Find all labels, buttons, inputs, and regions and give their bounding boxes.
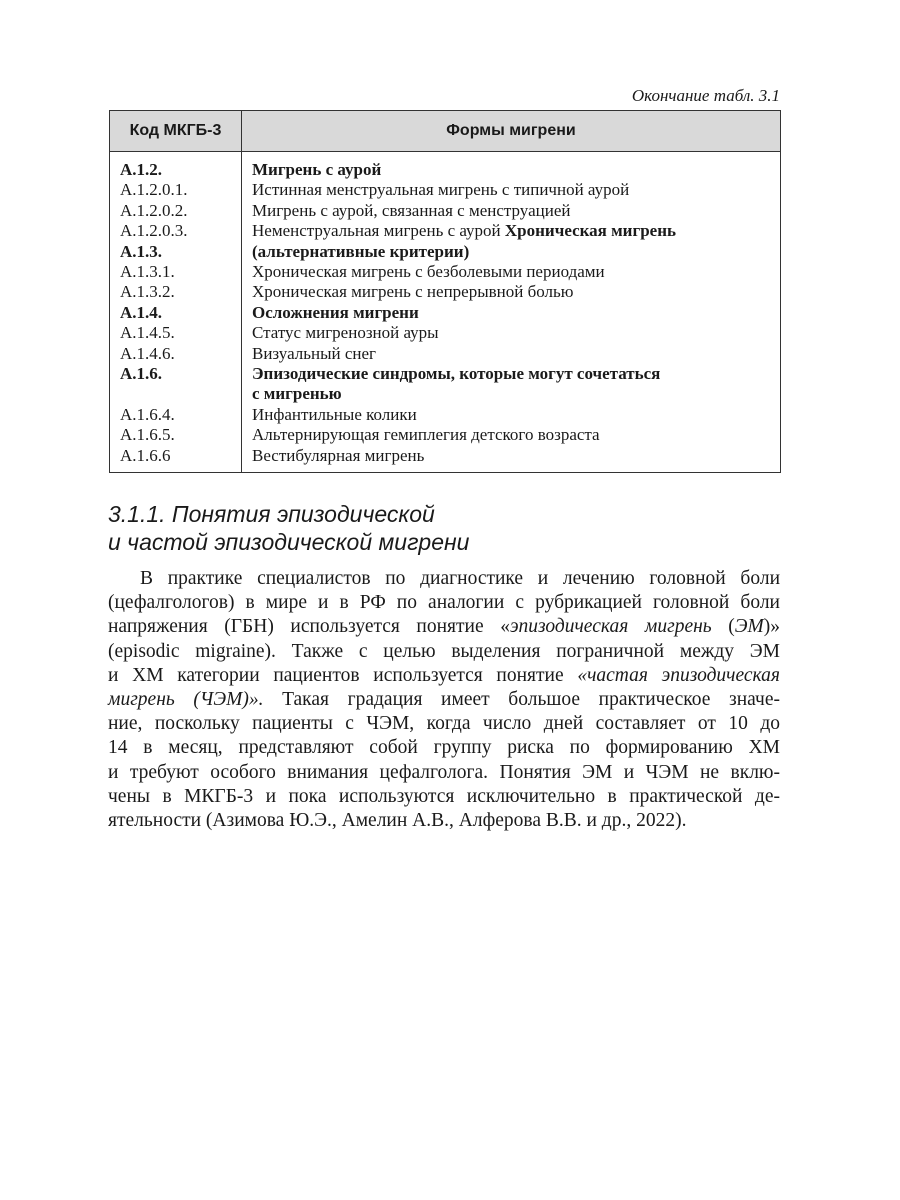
form-item [252,446,758,466]
form-item [252,180,758,200]
code-item: A.1.3.1. [120,262,175,282]
paragraph-line [108,785,780,809]
paragraph-text: напряжения (ГБН) используется понятие « [108,616,510,638]
code-item: A.1.2.0.3. [120,221,188,241]
form-item [252,262,758,282]
code-item: A.1.2.0.2. [120,200,188,220]
form-text: с мигренью [252,384,342,404]
form-text: Хроническая мигрень с непрерывной болью [252,282,574,302]
paragraph-text: 14 в месяц, представляют собой группу риска по формированию ХМ [108,737,780,759]
paragraph-text: эпизодическая мигрень [509,616,712,638]
paragraph-text: и ХМ категории пациентов используется понятие [108,664,578,686]
header-forms: Формы мигрени [242,111,781,152]
paragraph-line [108,664,780,688]
paragraph-line [108,615,780,639]
form-text: Мигрень с аурой [252,160,382,179]
code-item: A.1.3.2. [120,282,175,302]
form-text: Статус мигренозной ауры [252,323,439,343]
form-item [252,364,758,384]
form-text: Инфантильные колики [252,404,417,424]
form-text: Эпизодические синдромы, которые могут сочетаться [252,364,661,384]
form-text: Неменструальная мигрень с аурой [252,221,505,241]
form-text: Хроническая мигрень с безболевыми периодами [252,262,605,282]
code-item: A.1.6. [120,364,163,384]
code-item [120,384,241,404]
code-item: A.1.2. [120,160,163,179]
form-text: (альтернативные критерии) [252,241,470,261]
paragraph-text: мигрень (ЧЭМ)». [108,689,264,711]
form-item [252,344,758,364]
code-item: A.1.4. [120,302,163,322]
code-item: A.1.6.6 [120,445,171,465]
form-item [252,201,758,221]
codes-column [110,152,242,473]
code-item: A.1.6.4. [120,404,175,424]
form-text: Мигрень с аурой, связанная с менструацией [252,200,571,220]
code-item: A.1.4.5. [120,323,175,343]
form-item [252,323,758,343]
form-item [252,242,758,262]
paragraph-text: чены в МКГБ-3 и пока используются исключительно в практической де- [108,785,780,807]
form-text: Хроническая мигрень [504,221,676,241]
form-text: Истинная менструальная мигрень с типичной аурой [252,180,630,200]
paragraph-text: ЭМ [734,616,764,638]
form-item [252,303,758,323]
code-item: A.1.3. [120,241,163,261]
paragraph-line [108,736,780,760]
form-item [252,384,758,404]
form-item [252,282,758,302]
paragraph-text: )» [763,616,780,638]
form-text: Альтернирующая гемиплегия детского возраста [252,425,600,445]
header-code: Код МКГБ-3 [110,111,242,152]
heading-line: 3.1.1. Понятия эпизодической [108,501,435,527]
paragraph-text: (цефалгологов) в мире и в РФ по аналогии с рубрикацией головной боли [108,592,780,614]
code-item: A.1.6.5. [120,425,175,445]
form-text: Осложнения мигрени [252,302,419,322]
paragraph-line [108,688,780,712]
migraine-forms-table [109,110,781,473]
form-text: Визуальный снег [252,343,377,363]
paragraph-text: Такая градация имеет большое практическое значе- [263,689,780,711]
paragraph-text: ятельности (Азимова Ю.Э., Амелин А.В., Алферова В.В. и др., 2022). [108,810,687,832]
paragraph-text: В практике специалистов по диагностике и лечению головной боли [140,568,780,589]
paragraph-text: (episodic migraine). Также с целью выделения пограничной между ЭМ [108,640,780,662]
form-item [252,425,758,445]
table-caption: Окончание табл. 3.1 [631,86,780,105]
form-item [252,160,758,180]
heading-line: и частой эпизодической мигрени [108,529,470,555]
code-item: A.1.2.0.1. [120,180,188,200]
paragraph-text: ние, поскольку пациенты с ЧЭМ, когда число дней составляет от 10 до [108,713,780,735]
paragraph-line [108,809,780,833]
paragraph-line [108,567,780,591]
paragraph-line [108,591,780,615]
paragraph-line [108,640,780,664]
forms-column [242,152,781,473]
paragraph-text: ( [711,616,735,638]
body-paragraph [108,567,780,833]
form-item [252,405,758,425]
paragraph-line [108,761,780,785]
form-text: Вестибулярная мигрень [252,445,425,465]
section-heading [108,500,469,556]
paragraph-text: «частая эпизодическая [577,664,780,686]
code-item: A.1.4.6. [120,343,175,363]
form-item [252,221,758,241]
paragraph-text: и требуют особого внимания цефалголога. Понятия ЭМ и ЧЭМ не вклю- [108,761,780,783]
paragraph-line [108,712,780,736]
